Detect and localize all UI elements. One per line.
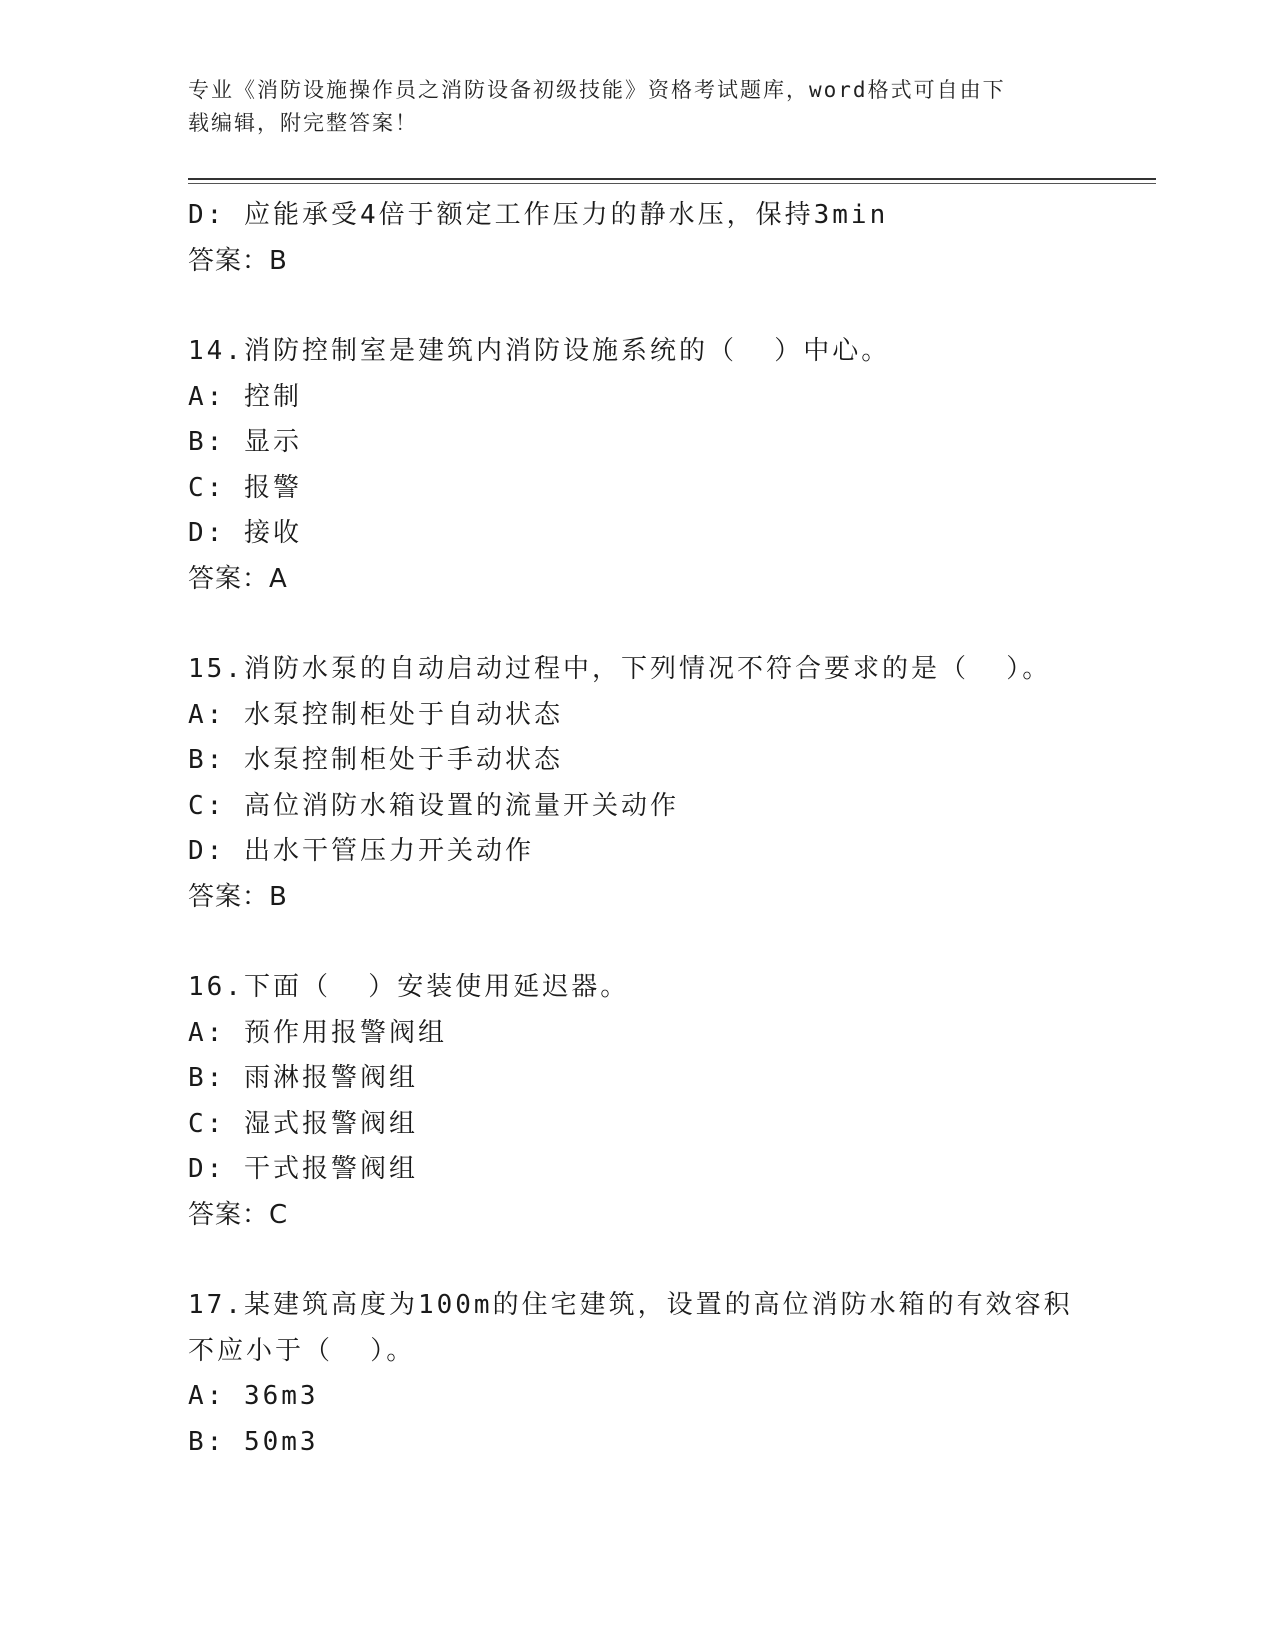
option-b: B: 显示 [188, 427, 302, 457]
question-15 [188, 647, 1088, 920]
option-b: B: 雨淋报警阀组 [188, 1063, 418, 1093]
option-a: A: 预作用报警阀组 [188, 1017, 447, 1048]
question-13-continued [188, 193, 1088, 284]
option-a: A: 36m3 [188, 1381, 319, 1411]
question-stem: 16.下面（ ）安装使用延迟器。 [188, 972, 630, 1002]
question-stem-line-1: 17.某建筑高度为100m的住宅建筑，设置的高位消防水箱的有效容积 [188, 1290, 1073, 1320]
option-d: D: 出水干管压力开关动作 [188, 836, 534, 866]
option-c: C: 湿式报警阀组 [188, 1108, 418, 1139]
header-line-1: 专业《消防设施操作员之消防设备初级技能》资格考试题库，word格式可自由下 [188, 78, 1006, 102]
answer: 答案：B [188, 881, 288, 912]
option-a: A: 水泵控制柜处于自动状态 [188, 699, 563, 730]
question-16 [188, 965, 1088, 1238]
option-d: D: 接收 [188, 518, 302, 548]
document-header [188, 74, 1088, 140]
question-list [188, 193, 1088, 1465]
question-stem-line-2: 不应小于（ ）。 [188, 1335, 416, 1366]
option-b: B: 水泵控制柜处于手动状态 [188, 745, 563, 775]
option-a: A: 控制 [188, 381, 302, 412]
option-c: C: 报警 [188, 472, 302, 503]
question-17 [188, 1283, 1088, 1465]
option-d: D: 应能承受4倍于额定工作压力的静水压，保持3min [188, 200, 889, 230]
question-stem: 15.消防水泵的自动启动过程中，下列情况不符合要求的是（ ）。 [188, 654, 1052, 684]
question-stem: 14.消防控制室是建筑内消防设施系统的（ ）中心。 [188, 336, 891, 366]
option-b: B: 50m3 [188, 1426, 319, 1457]
answer: 答案：B [188, 245, 288, 276]
answer: 答案：C [188, 1199, 289, 1230]
answer: 答案：A [188, 563, 288, 594]
header-line-2: 载编辑，附完整答案！ [188, 111, 418, 135]
option-c: C: 高位消防水箱设置的流量开关动作 [188, 790, 679, 821]
header-rule-thin [188, 183, 1156, 184]
question-14 [188, 329, 1088, 602]
header-rule-thick [188, 178, 1156, 180]
option-d: D: 干式报警阀组 [188, 1154, 418, 1184]
